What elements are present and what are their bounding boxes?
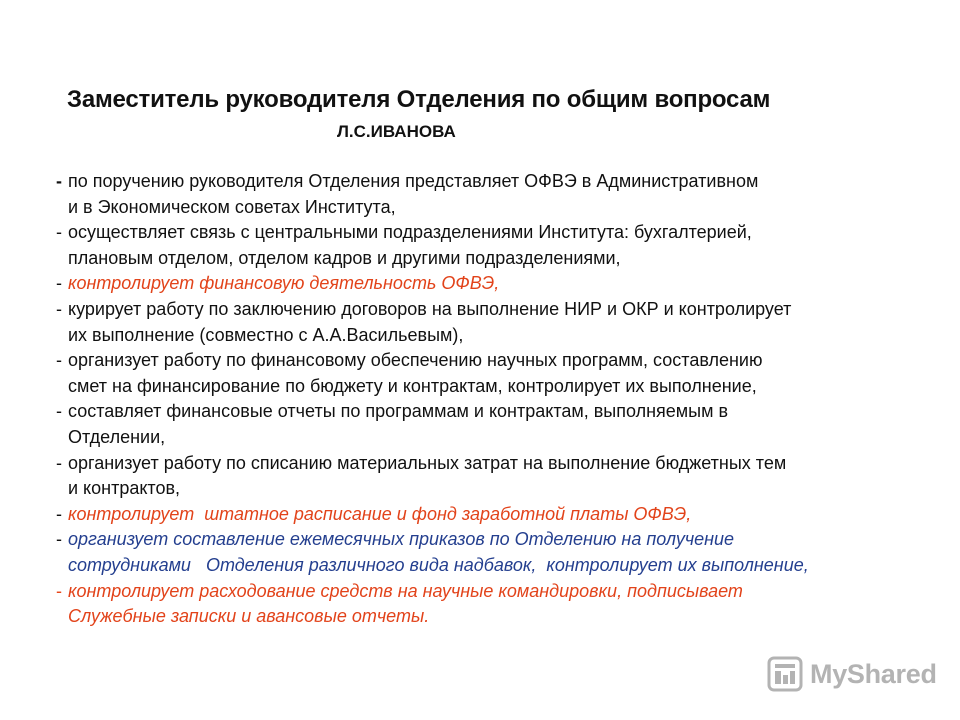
duty-text: смет на финансирование по бюджету и контрактам, контролирует их выполнение, [68,375,757,396]
list-dash: - [56,580,62,601]
list-item [56,451,956,502]
myshared-watermark [766,654,937,694]
duty-text: составляет финансовые отчеты по программам и контрактам, выполняемым в [68,401,729,422]
list-dash: - [56,503,62,524]
duty-text-blue: организует составление ежемесячных приказов по Отделению на получение [68,529,735,550]
list-dash: - [56,298,62,319]
list-item [56,348,956,399]
list-dash: - [56,401,62,422]
myshared-logo-icon [766,655,804,693]
list-dash: - [56,529,62,550]
duties-list [56,169,956,630]
list-item [56,220,956,271]
list-item [56,399,956,450]
list-item [56,579,956,630]
list-item [56,271,956,297]
duty-text: организует работу по финансовому обеспечению научных программ, составлению [68,350,763,371]
list-dash: - [56,222,62,243]
duty-text-highlight: контролирует расходование средств на научные командировки, подписывает [68,580,743,601]
duty-text: и в Экономическом советах Института, [68,196,396,217]
duty-text: плановым отделом, отделом кадров и другими подразделениями, [68,247,621,268]
list-dash: - [56,350,62,371]
duty-text: организует работу по списанию материальных затрат на выполнение бюджетных тем [68,452,787,473]
duty-text: и контрактов, [68,478,181,499]
list-item [56,297,956,348]
list-dash: - [56,273,62,294]
list-dash: - [56,452,62,473]
watermark-text: MyShared [810,658,937,689]
duty-text-highlight: Служебные записки и авансовые отчеты. [68,606,430,627]
slide-title: Заместитель руководителя Отделения по общим вопросам [67,86,771,113]
duty-text-highlight: контролирует штатное расписание и фонд заработной платы ОФВЭ, [68,503,692,524]
duty-text: курирует работу по заключению договоров на выполнение НИР и ОКР и контролирует [68,298,792,319]
slide-subtitle: Л.С.ИВАНОВА [337,122,456,141]
list-dash: - [56,171,62,191]
list-item [56,169,956,220]
duty-text-blue: сотрудниками Отделения различного вида надбавок, контролирует их выполнение, [68,554,809,575]
duty-text: по поручению руководителя Отделения представляет ОФВЭ в Административном [68,171,759,191]
list-item [56,502,956,528]
list-item [56,527,956,578]
duty-text: осуществляет связь с центральными подразделениями Института: бухгалтерией, [68,222,752,243]
duty-text-highlight: контролирует финансовую деятельность ОФВЭ, [68,273,500,294]
duty-text: их выполнение (совместно с А.А.Васильевым), [68,324,464,345]
duty-text: Отделении, [68,426,166,447]
